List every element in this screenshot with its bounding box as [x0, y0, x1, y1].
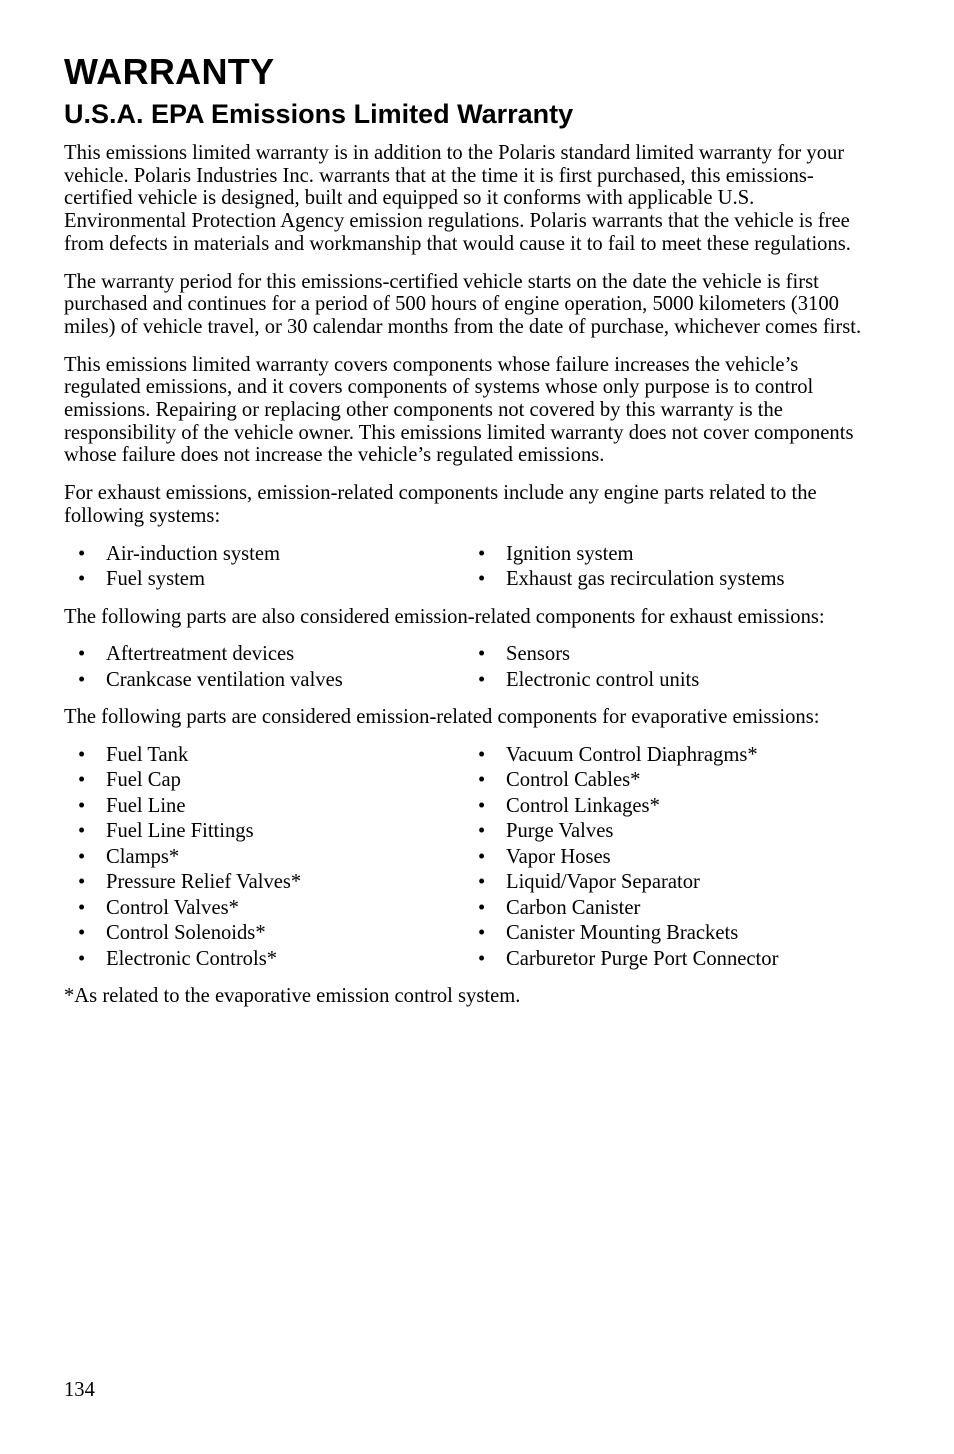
paragraph-warranty-period: The warranty period for this emissions-certified vehicle starts on the date the vehicle is first purchased and continues for a period of 500 hours of engine operation, 5000 kilometers (3100 miles) of vehicle travel, or 30 calendar months from the date of purchase, whichever comes first. — [64, 270, 862, 338]
list-item: • Air-induction system — [64, 543, 464, 566]
footnote: *As related to the evaporative emission control system. — [64, 985, 521, 1008]
list-item: • Carbon Canister — [464, 897, 864, 920]
list-item: • Crankcase ventilation valves — [64, 669, 464, 692]
exhaust-systems-list — [64, 543, 864, 591]
list-item: • Control Solenoids* — [64, 922, 464, 945]
list-item: • Clamps* — [64, 846, 464, 869]
exhaust-systems-intro: For exhaust emissions, emission-related components include any engine parts related to the following systems: — [64, 482, 817, 527]
list-item: • Vapor Hoses — [464, 846, 864, 869]
paragraph-intro: This emissions limited warranty is in addition to the Polaris standard limited warranty for your vehicle. Polaris Industries Inc. warrants that at the time it is first purchased, this emissions-certified vehicle is designed, built and equipped so it conforms with applicable U.S. Environmental Protection Agency emission regulations. Polaris warrants that the vehicle is free from defects in materials and workmanship that would cause it to fail to meet these regulations. — [64, 142, 851, 255]
list-item: • Liquid/Vapor Separator — [464, 871, 864, 894]
list-item: • Exhaust gas recirculation systems — [464, 568, 864, 591]
list-item: • Canister Mounting Brackets — [464, 922, 864, 945]
list-item: • Carburetor Purge Port Connector — [464, 948, 864, 971]
list-item: • Pressure Relief Valves* — [64, 871, 464, 894]
list-item: • Fuel Line Fittings — [64, 820, 464, 843]
list-item: • Fuel Line — [64, 795, 464, 818]
list-item: • Fuel Cap — [64, 769, 464, 792]
list-item: • Control Valves* — [64, 897, 464, 920]
evaporative-parts-intro: The following parts are considered emission-related components for evaporative emissions: — [64, 706, 820, 729]
exhaust-parts-intro: The following parts are also considered emission-related components for exhaust emissions: — [64, 605, 825, 628]
section-heading: U.S.A. EPA Emissions Limited Warranty — [64, 99, 574, 129]
paragraph-coverage: This emissions limited warranty covers components whose failure increases the vehicle’s regulated emissions, and it covers components of systems whose only purpose is to control emissions. Repairing or replacing other components not covered by this warranty is the responsibility of the vehicle owner. This emissions limited warranty does not cover components whose failure does not increase the vehicle’s regulated emissions. — [64, 353, 854, 467]
list-item: • Ignition system — [464, 543, 864, 566]
list-item: • Fuel system — [64, 568, 464, 591]
list-item: • Vacuum Control Diaphragms* — [464, 744, 864, 767]
page-title: WARRANTY — [64, 51, 275, 92]
list-item: • Control Linkages* — [464, 795, 864, 818]
list-item: • Aftertreatment devices — [64, 643, 464, 666]
list-item: • Electronic Controls* — [64, 948, 464, 971]
list-item: • Purge Valves — [464, 820, 864, 843]
list-item: • Electronic control units — [464, 669, 864, 692]
evaporative-parts-list — [64, 744, 864, 971]
list-item: • Fuel Tank — [64, 744, 464, 767]
document-page — [64, 52, 864, 1023]
exhaust-parts-list — [64, 643, 864, 691]
list-item: • Sensors — [464, 643, 864, 666]
list-item: • Control Cables* — [464, 769, 864, 792]
page-number: 134 — [64, 1379, 95, 1401]
